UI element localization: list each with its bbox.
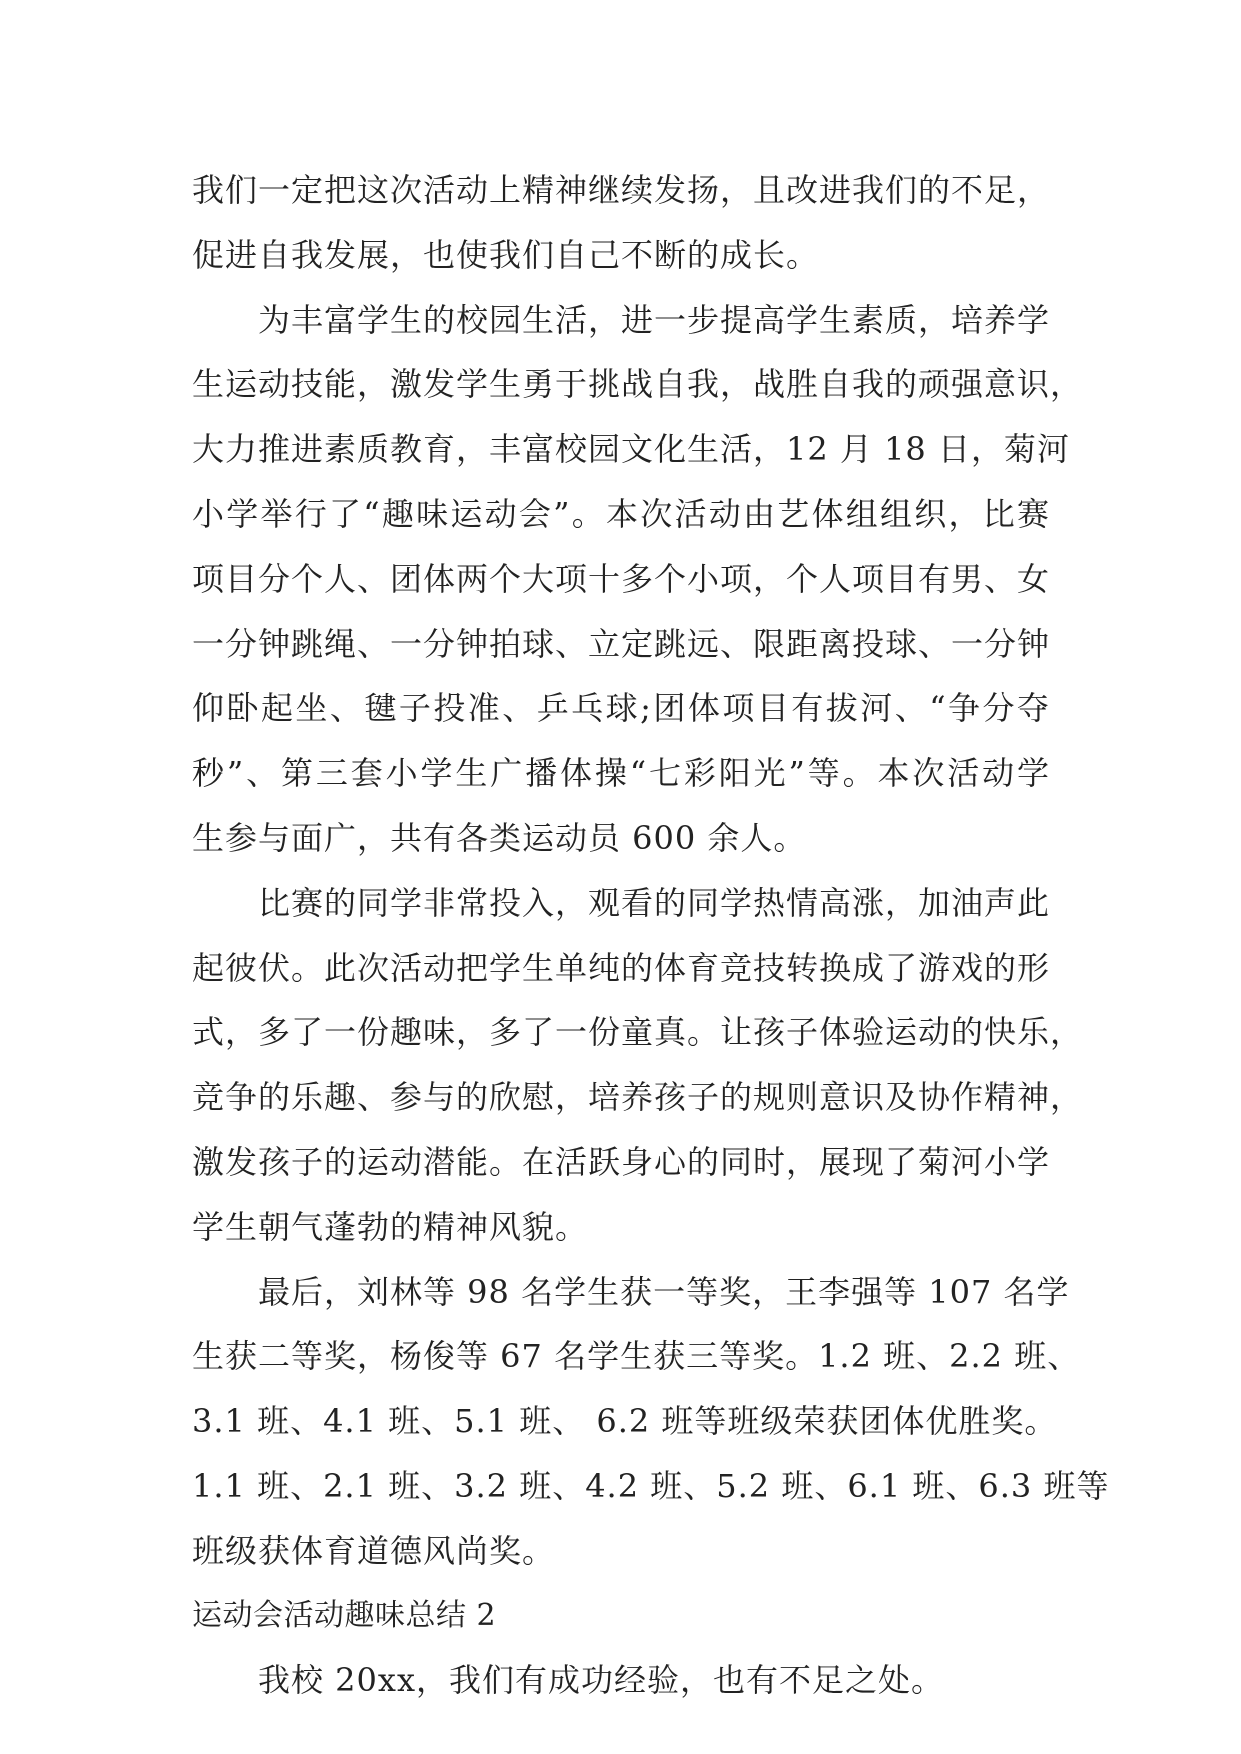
text-line: 3.1 班、4.1 班、5.1 班、 6.2 班等班级荣获团体优胜奖。 — [192, 1402, 1058, 1441]
document-body — [192, 158, 1110, 1713]
text-line: 班级获体育道德风尚奖。 — [192, 1531, 556, 1570]
paragraph — [192, 158, 1050, 288]
text-line: 大力推进素质教育，丰富校园文化生活，12 月 18 日，菊河 — [192, 430, 1070, 469]
section-heading: 运动会活动趣味总结 2 — [192, 1597, 497, 1633]
text-line: 1.1 班、2.1 班、3.2 班、4.2 班、5.2 班、6.1 班、6.3 班等 — [192, 1466, 1110, 1505]
text-line: 仰卧起坐、毽子投准、乒乓球;团体项目有拔河、“争分夺 — [192, 689, 1050, 728]
text-line: 我校 20xx，我们有成功经验，也有不足之处。 — [258, 1661, 944, 1700]
text-line: 促进自我发展，也使我们自己不断的成长。 — [192, 235, 820, 274]
text-line: 一分钟跳绳、一分钟拍球、立定跳远、限距离投球、一分钟 — [192, 624, 1051, 663]
text-line: 生获二等奖，杨俊等 67 名学生获三等奖。1.2 班、2.2 班、 — [192, 1337, 1081, 1376]
text-line: 生运动技能，激发学生勇于挑战自我，战胜自我的顽强意识， — [192, 365, 1084, 404]
text-line: 我们一定把这次活动上精神继续发扬，且改进我们的不足， — [192, 171, 1051, 209]
paragraph — [192, 1260, 1110, 1584]
text-line: 为丰富学生的校园生活，进一步提高学生素质，培养学 — [258, 300, 1051, 339]
paragraph — [192, 871, 1084, 1260]
text-line: 比赛的同学非常投入，观看的同学热情高涨，加油声此 — [258, 883, 1051, 922]
text-line: 最后，刘林等 98 名学生获一等奖，王李强等 107 名学 — [258, 1272, 1070, 1311]
text-line: 学生朝气蓬勃的精神风貌。 — [192, 1207, 589, 1246]
paragraph — [192, 288, 1084, 871]
paragraph — [192, 1648, 1050, 1713]
text-line: 激发孩子的运动潜能。在活跃身心的同时，展现了菊河小学 — [192, 1142, 1051, 1181]
text-line: 起彼伏。此次活动把学生单纯的体育竞技转换成了游戏的形 — [192, 948, 1051, 987]
text-line: 生参与面广，共有各类运动员 600 余人。 — [192, 818, 807, 857]
text-line: 小学举行了“趣味运动会”。本次活动由艺体组组织，比赛 — [192, 494, 1050, 533]
text-line: 竞争的乐趣、参与的欣慰，培养孩子的规则意识及协作精神， — [192, 1078, 1084, 1117]
text-line: 秒”、第三套小学生广播体操“七彩阳光”等。本次活动学 — [192, 754, 1050, 793]
text-line: 项目分个人、团体两个大项十多个小项，个人项目有男、女 — [192, 559, 1051, 598]
text-line: 式，多了一份趣味，多了一份童真。让孩子体验运动的快乐， — [192, 1013, 1084, 1052]
